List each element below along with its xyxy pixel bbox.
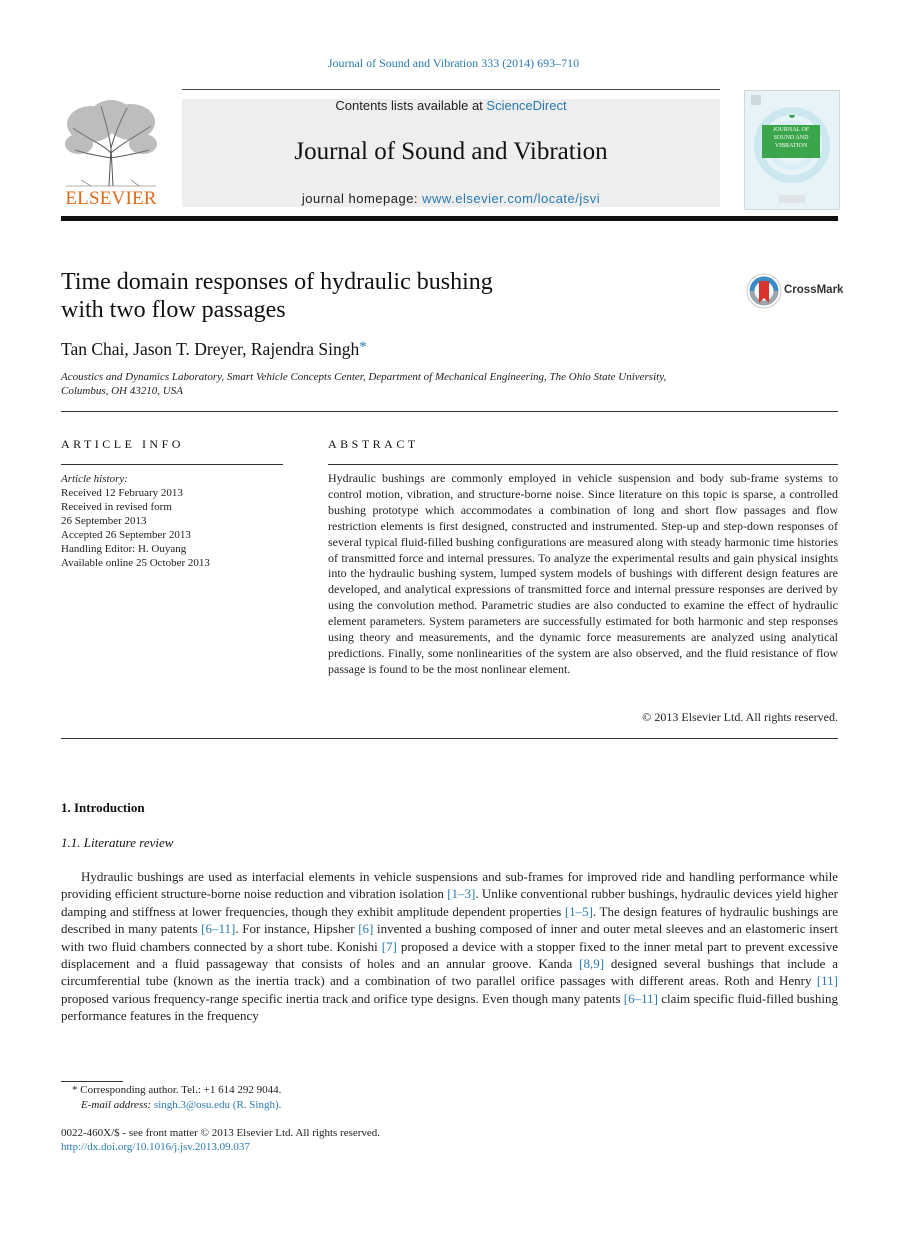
history-label: Article history: [61,473,128,485]
subsection-heading-literature-review: 1.1. Literature review [61,835,174,850]
reference-link[interactable]: [11] [816,973,838,989]
affiliation [61,370,741,398]
email-link[interactable]: singh.3@osu.edu (R. Singh). [153,1099,282,1111]
reference-link[interactable]: [8,9] [579,956,605,972]
homepage-link[interactable]: www.elsevier.com/locate/jsvi [422,191,601,206]
abstract-rule [328,464,838,465]
contents-prefix: Contents lists available at [335,98,487,113]
title-line-1: Time domain responses of hydraulic bushing [61,269,493,295]
elsevier-logo[interactable] [61,98,161,210]
history-item: Received 12 February 2013 [61,487,183,499]
doi-link[interactable]: http://dx.doi.org/10.1016/j.jsv.2013.09.037 [61,1141,250,1153]
reference-link[interactable]: [7] [381,938,397,954]
journal-name: Journal of Sound and Vibration [294,138,608,165]
email-note [81,1099,281,1111]
front-matter: 0022-460X/$ - see front matter © 2013 Elsevier Ltd. All rights reserved. [61,1127,381,1139]
article-info-heading: ARTICLE INFO [61,437,184,451]
email-label: E-mail address: [81,1099,154,1111]
affiliation-line-1: Acoustics and Dynamics Laboratory, Smart Vehicle Concepts Center, Department of Mechanical Engineering, The Ohio State University, [61,371,667,383]
abstract-divider [61,738,838,739]
journal-homepage [182,191,720,206]
article-info-rule [61,464,283,465]
corresponding-author-note: * Corresponding author. Tel.: +1 614 292 9044. [72,1084,282,1096]
sciencedirect-link[interactable]: ScienceDirect [486,98,567,113]
history-item: 26 September 2013 [61,515,147,527]
masthead-top-rule [182,89,720,90]
section-heading-introduction: 1. Introduction [61,800,145,815]
journal-cover[interactable] [744,90,840,210]
abstract-body: Hydraulic bushings are commonly employed in vehicle suspension and body sub-frame systems to control motion, vibration, and structure-borne noise. Since literature on this topic is sparse, a controlled bushing prototype which accommodates a combination of long and short flow passages and flow restriction elements is first designed, constructed and instrumented. Step-up and step-down responses of several typical fluid-filled bushing configurations are measured along with steady harmonic time histories of transmitted force and internal pressures. To analyze the experimental results and gain physical insights into the hydraulic bushing system, lumped system models of bushings with different design features are developed, and analytical expressions of transmitted force and internal pressure responses are derived by using the convolution method. Parametric studies are also conducted to examine the effect of hydraulic element parameters. System parameters are successfully estimated for both harmonic and step responses using theory and measurements, and the dynamic force measurements are analyzed using analytical predictions. Finally, some nonlinearities of the system are also observed, and the fluid resistance of flow passage is found to be the most nonlinear element. [328,471,838,676]
history-item: Accepted 26 September 2013 [61,529,191,541]
crossmark-label: CrossMark [784,284,844,296]
journal-citation[interactable]: Journal of Sound and Vibration 333 (2014) 693–710 [327,56,580,70]
homepage-prefix: journal homepage: [301,191,423,206]
elsevier-wordmark: ELSEVIER [65,188,157,209]
abstract-heading: ABSTRACT [328,437,419,451]
reference-link[interactable]: [6–11] [201,921,236,937]
introduction-paragraph [61,868,838,1025]
history-item: Received in revised form [61,501,172,513]
article-history [61,472,283,570]
text-run: designed several bushings that include a circumferential tube (known as the inertia track) and a combination of two parallel orifice passages with different areas. Roth and Henry [61,956,838,989]
contents-line [182,98,720,113]
reference-link[interactable]: [1–3] [447,886,476,902]
text-run: . For instance, Hipsher [235,921,359,937]
corresponding-author-mark[interactable]: * [359,339,367,355]
text-run: . Unlike conventional rubber bushings, hydraulic devices yield higher damping and stiffness at lower frequencies, though they exhibit amplitude dependent properties [61,886,838,919]
history-item: Available online 25 October 2013 [61,557,210,569]
reference-link[interactable]: [6] [358,921,374,937]
text-run: invented a bushing composed of inner and outer metal sleeves and an elastomeric insert with two fluid chambers connected by a short tube. Konishi [61,921,838,954]
text-run: proposed various frequency-range specific inertia track and orifice type designs. Even though many patents [61,990,624,1006]
text-run: claim specific fluid-filled bushing performance features in the frequency [61,990,838,1024]
text-run: . The design features of hydraulic bushings are described in many patents [61,903,838,937]
authors-names: Tan Chai, Jason T. Dreyer, Rajendra Singh [61,339,360,359]
cover-title: JOURNAL OF SOUND AND VIBRATION [762,125,820,158]
article-title [61,268,621,324]
text-run: proposed a device with a stopper fixed to the inner metal part to prevent excessive displacement and a fluid passageway that consists of holes and an annular groove. Kanda [61,938,838,972]
abstract-copyright: © 2013 Elsevier Ltd. All rights reserved. [642,710,838,724]
title-divider [61,411,838,412]
text-run: Hydraulic bushings are used as interfacial elements in vehicle suspensions and sub-frames for improved ride and handling performance while providing efficient structure-borne noise reduction and vibration isolation [61,869,838,902]
crossmark-badge[interactable] [746,271,846,311]
header-divider [61,216,838,221]
crossmark-icon [746,273,782,309]
affiliation-line-2: Columbus, OH 43210, USA [61,385,183,397]
title-line-2: with two flow passages [61,297,286,323]
history-item: Handling Editor: H. Ouyang [61,543,187,555]
reference-link[interactable]: [1–5] [564,903,593,919]
elsevier-tree-icon [61,98,161,190]
author-list [61,339,367,360]
footnote-rule [61,1081,123,1082]
reference-link[interactable]: [6–11] [623,990,658,1006]
